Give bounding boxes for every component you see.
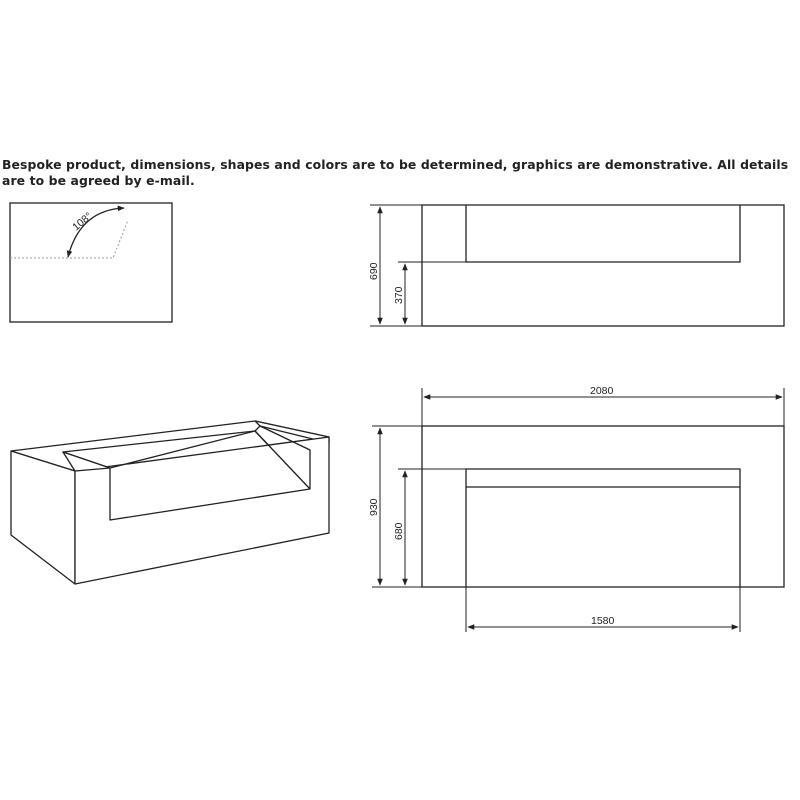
front-view-seat-back <box>466 205 740 262</box>
width-label: 2080 <box>590 385 614 397</box>
height-label: 690 <box>368 262 380 280</box>
side-view <box>10 203 172 322</box>
seat-height-label: 370 <box>393 286 405 304</box>
seat-width-label: 1580 <box>591 615 615 627</box>
front-view-outline <box>422 205 784 326</box>
depth-label: 930 <box>368 498 380 516</box>
front-view <box>368 205 784 326</box>
isometric-view <box>11 421 329 584</box>
sofa-front-panel <box>11 451 75 584</box>
seat-depth-label: 680 <box>393 522 405 540</box>
angle-label: 108° <box>70 210 95 234</box>
top-view-outline <box>422 426 784 587</box>
disclaimer-text: Bespoke product, dimensions, shapes and colors are to be determined, graphics are demonstrative. All details are to be agreed by e-mail. <box>2 157 789 188</box>
top-view <box>368 385 784 632</box>
